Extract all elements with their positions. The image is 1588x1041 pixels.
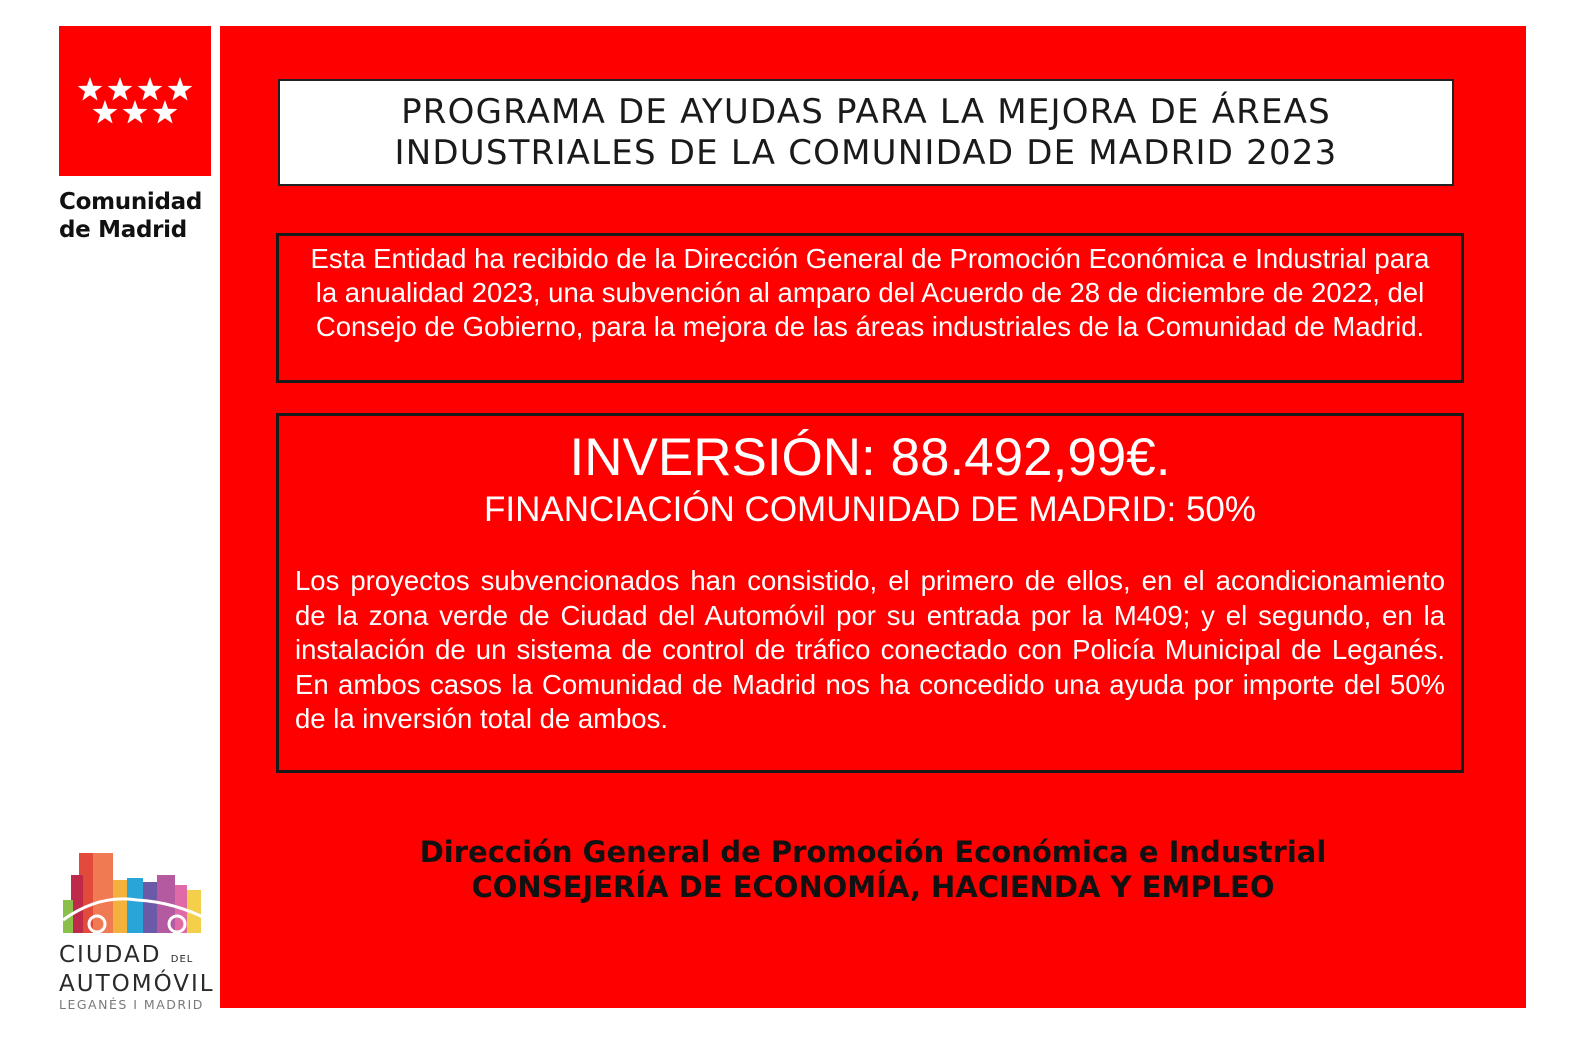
comunidad-madrid-logo <box>59 26 211 244</box>
ciudad-automovil-logo <box>59 850 214 1013</box>
subsidy-notice-box <box>276 233 1464 383</box>
issuing-authority <box>220 835 1526 905</box>
del-text: DEL <box>170 954 194 965</box>
footer-line2: CONSEJERÍA DE ECONOMÍA, HACIENDA Y EMPLEO <box>471 870 1275 904</box>
investment-headline: INVERSIÓN: 88.492,99€. <box>569 428 1171 487</box>
program-title-line1: PROGRAMA DE AYUDAS PARA LA MEJORA DE ÁREAS <box>401 91 1331 132</box>
comunidad-madrid-name <box>59 188 211 244</box>
financing-percentage: FINANCIACIÓN COMUNIDAD DE MADRID: 50% <box>483 490 1257 529</box>
automovil-word: AUTOMÓVIL <box>59 971 215 997</box>
madrid-flag <box>59 26 211 176</box>
ciudad-text: CIUDAD <box>59 942 162 968</box>
investment-box <box>276 413 1464 773</box>
ciudad-tagline: LEGANÉS I MADRID <box>59 997 204 1012</box>
subsidy-notice-text: Esta Entidad ha recibido de la Dirección General de Promoción Económica e Industrial para la anualidad 2023, una subvención al amparo del Acuerdo de 28 de diciembre de 2022, del Consejo de Gobierno, para la mejora de las áreas industriales de la Comunidad de Madrid. <box>310 243 1430 342</box>
seven-stars-icon <box>59 26 211 176</box>
ciudad-word <box>59 943 214 972</box>
program-title-line2: INDUSTRIALES DE LA COMUNIDAD DE MADRID 2023 <box>394 132 1338 173</box>
program-title-box <box>278 79 1454 186</box>
red-panel <box>220 26 1526 1008</box>
logo-name-line2: de Madrid <box>59 217 187 243</box>
colored-bars-car-icon <box>59 850 214 938</box>
footer-line1: Dirección General de Promoción Económica e Industrial <box>419 835 1327 869</box>
logo-name-line1: Comunidad <box>59 189 203 215</box>
projects-description: Los proyectos subvencionados han consistido, el primero de ellos, en el acondicionamiento de la zona verde de Ciudad del Automóvil por su entrada por la M409; y el segundo, en la instalación de un sistema de control de tráfico conectado con Policía Municipal de Leganés. En ambos casos la Comunidad de Madrid nos ha concedido una ayuda por importe del 50% de la inversión total de ambos. <box>295 565 1445 734</box>
